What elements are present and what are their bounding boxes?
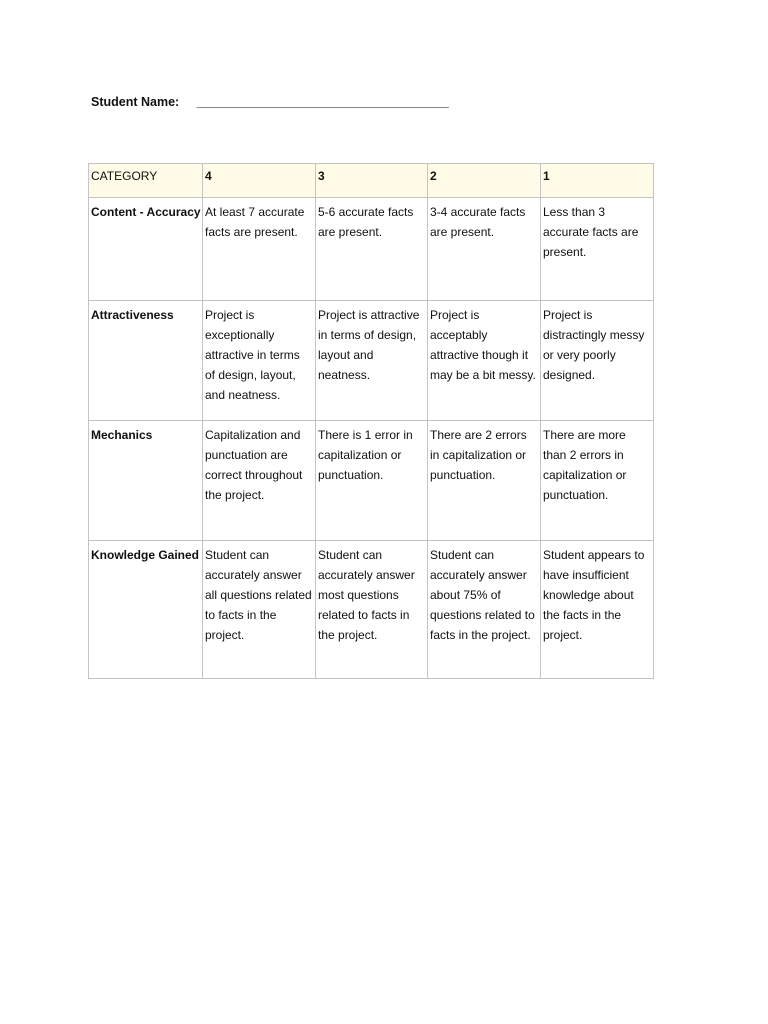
table-cell: There is 1 error in capitalization or punctuation. bbox=[316, 421, 428, 541]
table-cell: At least 7 accurate facts are present. bbox=[203, 198, 316, 301]
student-name-blank: _______________________________________ bbox=[196, 95, 449, 109]
table-row bbox=[89, 421, 654, 541]
table-row bbox=[89, 198, 654, 301]
rubric-table bbox=[88, 163, 654, 679]
table-cell: 3-4 accurate facts are present. bbox=[428, 198, 541, 301]
table-cell: Student can accurately answer all questions related to facts in the project. bbox=[203, 541, 316, 679]
table-cell: Student can accurately answer most questions related to facts in the project. bbox=[316, 541, 428, 679]
table-cell: Project is exceptionally attractive in terms of design, layout, and neatness. bbox=[203, 301, 316, 421]
table-cell: Student appears to have insufficient knowledge about the facts in the project. bbox=[541, 541, 654, 679]
column-header-score-4: 4 bbox=[203, 164, 316, 198]
column-header-category: CATEGORY bbox=[89, 164, 203, 198]
table-cell: Capitalization and punctuation are correct throughout the project. bbox=[203, 421, 316, 541]
rubric-header-row bbox=[89, 164, 654, 198]
column-header-score-1: 1 bbox=[541, 164, 654, 198]
student-name-label: Student Name: bbox=[91, 95, 180, 109]
row-category-attractiveness: Attractiveness bbox=[89, 301, 203, 421]
column-header-score-3: 3 bbox=[316, 164, 428, 198]
table-cell: There are 2 errors in capitalization or punctuation. bbox=[428, 421, 541, 541]
row-category-content-accuracy: Content - Accuracy bbox=[89, 198, 203, 301]
column-header-score-2: 2 bbox=[428, 164, 541, 198]
row-category-knowledge-gained: Knowledge Gained bbox=[89, 541, 203, 679]
table-cell: Less than 3 accurate facts are present. bbox=[541, 198, 654, 301]
table-row bbox=[89, 541, 654, 679]
table-row bbox=[89, 301, 654, 421]
table-cell: Project is acceptably attractive though it may be a bit messy. bbox=[428, 301, 541, 421]
table-cell: Project is attractive in terms of design, layout and neatness. bbox=[316, 301, 428, 421]
table-cell: Project is distractingly messy or very poorly designed. bbox=[541, 301, 654, 421]
table-cell: Student can accurately answer about 75% of questions related to facts in the project. bbox=[428, 541, 541, 679]
row-category-mechanics: Mechanics bbox=[89, 421, 203, 541]
student-name-line bbox=[91, 95, 448, 109]
table-cell: 5-6 accurate facts are present. bbox=[316, 198, 428, 301]
table-cell: There are more than 2 errors in capitalization or punctuation. bbox=[541, 421, 654, 541]
